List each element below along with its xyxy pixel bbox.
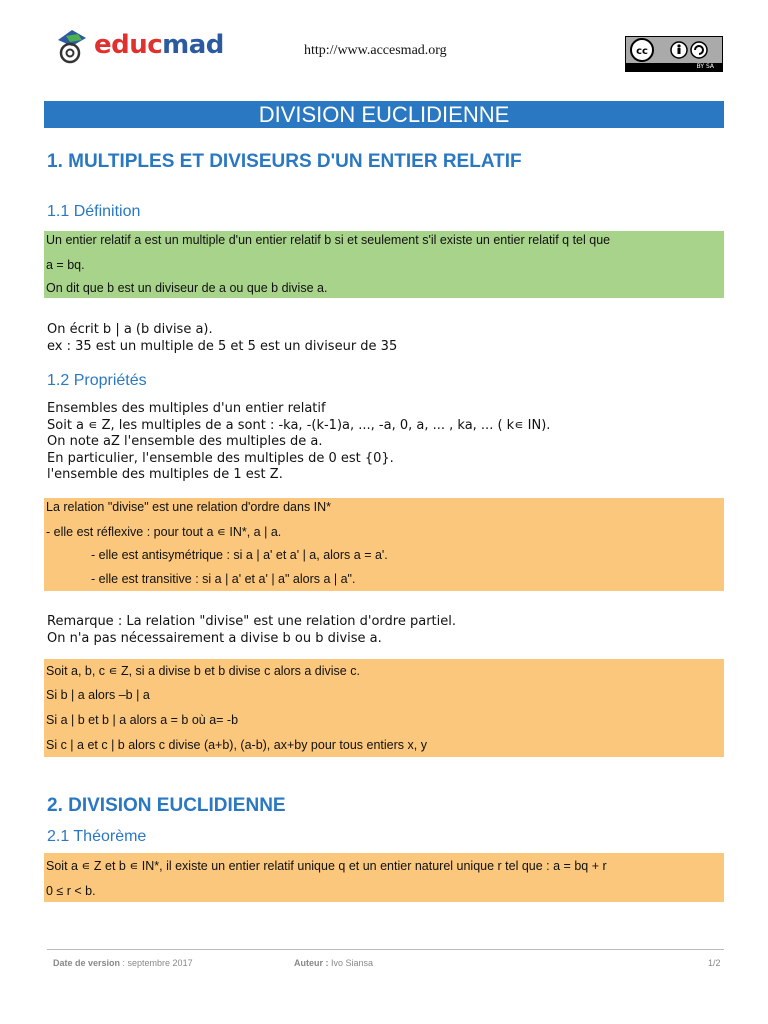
text-line: Soit a ∊ Z, les multiples de a sont : -ka, -(k-1)a, ..., -a, 0, a, ... , ka, ... ( k∊ IN). xyxy=(47,417,551,433)
text-line: Ensembles des multiples d'un entier relatif xyxy=(47,401,326,416)
property-line: Si b | a alors –b | a xyxy=(46,688,150,702)
property-line: - elle est transitive : si a | a' et a' | a" alors a | a". xyxy=(91,572,356,586)
theorem-box xyxy=(44,853,724,902)
remark-text xyxy=(47,614,456,647)
footer-author xyxy=(294,958,373,968)
text-line: On n'a pas nécessairement a divise b ou b divise a. xyxy=(47,630,382,646)
property-line: Soit a, b, c ∊ Z, si a divise b et b divise c alors a divise c. xyxy=(46,664,360,678)
definition-line: On dit que b est un diviseur de a ou que b divise a. xyxy=(46,281,328,295)
cc-license-icon xyxy=(626,37,722,63)
subsection-1-1-title: 1.1 Définition xyxy=(47,203,141,220)
property-line: - elle est antisymétrique : si a | a' et a' | a, alors a = a'. xyxy=(91,548,388,562)
subsection-2-1-title: 2.1 Théorème xyxy=(47,828,147,845)
property-line: Si a | b et b | a alors a = b où a= -b xyxy=(46,713,239,727)
section-1-title: 1. MULTIPLES ET DIVISEURS D'UN ENTIER RELATIF xyxy=(47,151,522,172)
site-url[interactable]: http://www.accesmad.org xyxy=(304,43,447,58)
text-line: Remarque : La relation "divise" est une relation d'ordre partiel. xyxy=(47,614,456,629)
property-line: La relation "divise" est une relation d'ordre dans IN* xyxy=(46,500,332,514)
properties-text xyxy=(47,401,550,484)
text-line: On écrit b | a (b divise a). xyxy=(47,322,213,337)
at-sign-logo-icon xyxy=(52,26,92,66)
footer-divider xyxy=(47,949,724,950)
theorem-line: Soit a ∊ Z et b ∊ IN*, il existe un entier relatif unique q et un entier naturel unique r tel que : a = bq + r xyxy=(46,859,607,873)
divisibility-properties-box xyxy=(44,659,724,757)
text-line: ex : 35 est un multiple de 5 et 5 est un diviseur de 35 xyxy=(47,338,398,354)
license-label: BY SA xyxy=(626,63,722,71)
definition-box xyxy=(44,231,724,298)
author-label: Auteur : xyxy=(294,958,329,968)
section-2-title: 2. DIVISION EUCLIDIENNE xyxy=(47,795,286,816)
logo-wordmark: educmad xyxy=(94,30,224,60)
page-title: DIVISION EUCLIDIENNE xyxy=(44,101,724,128)
theorem-line: 0 ≤ r < b. xyxy=(46,884,96,898)
definition-line: a = bq. xyxy=(46,258,85,272)
page-number: 1/2 xyxy=(708,958,721,968)
text-line: On note aZ l'ensemble des multiples de a. xyxy=(47,434,323,449)
version-label: Date de version xyxy=(53,958,121,968)
definition-line: Un entier relatif a est un multiple d'un entier relatif b si et seulement s'il existe un entier relatif q tel que xyxy=(46,233,611,247)
subsection-1-2-title: 1.2 Propriétés xyxy=(47,372,147,389)
author-value: Ivo Siansa xyxy=(328,958,374,968)
educmad-logo xyxy=(52,26,224,66)
version-value: : septembre 2017 xyxy=(120,958,193,968)
property-line: - elle est réflexive : pour tout a ∊ IN*, a | a. xyxy=(46,525,282,539)
svg-text:cc: cc xyxy=(636,46,648,57)
text-line: En particulier, l'ensemble des multiples de 0 est {0}. xyxy=(47,450,394,466)
property-line: Si c | a et c | b alors c divise (a+b), (a-b), ax+by pour tous entiers x, y xyxy=(46,738,427,752)
cc-license-badge xyxy=(625,36,723,72)
text-line: l'ensemble des multiples de 1 est Z. xyxy=(47,467,283,482)
footer-version xyxy=(53,958,193,968)
order-relation-box xyxy=(44,498,724,591)
notation-text xyxy=(47,322,397,355)
